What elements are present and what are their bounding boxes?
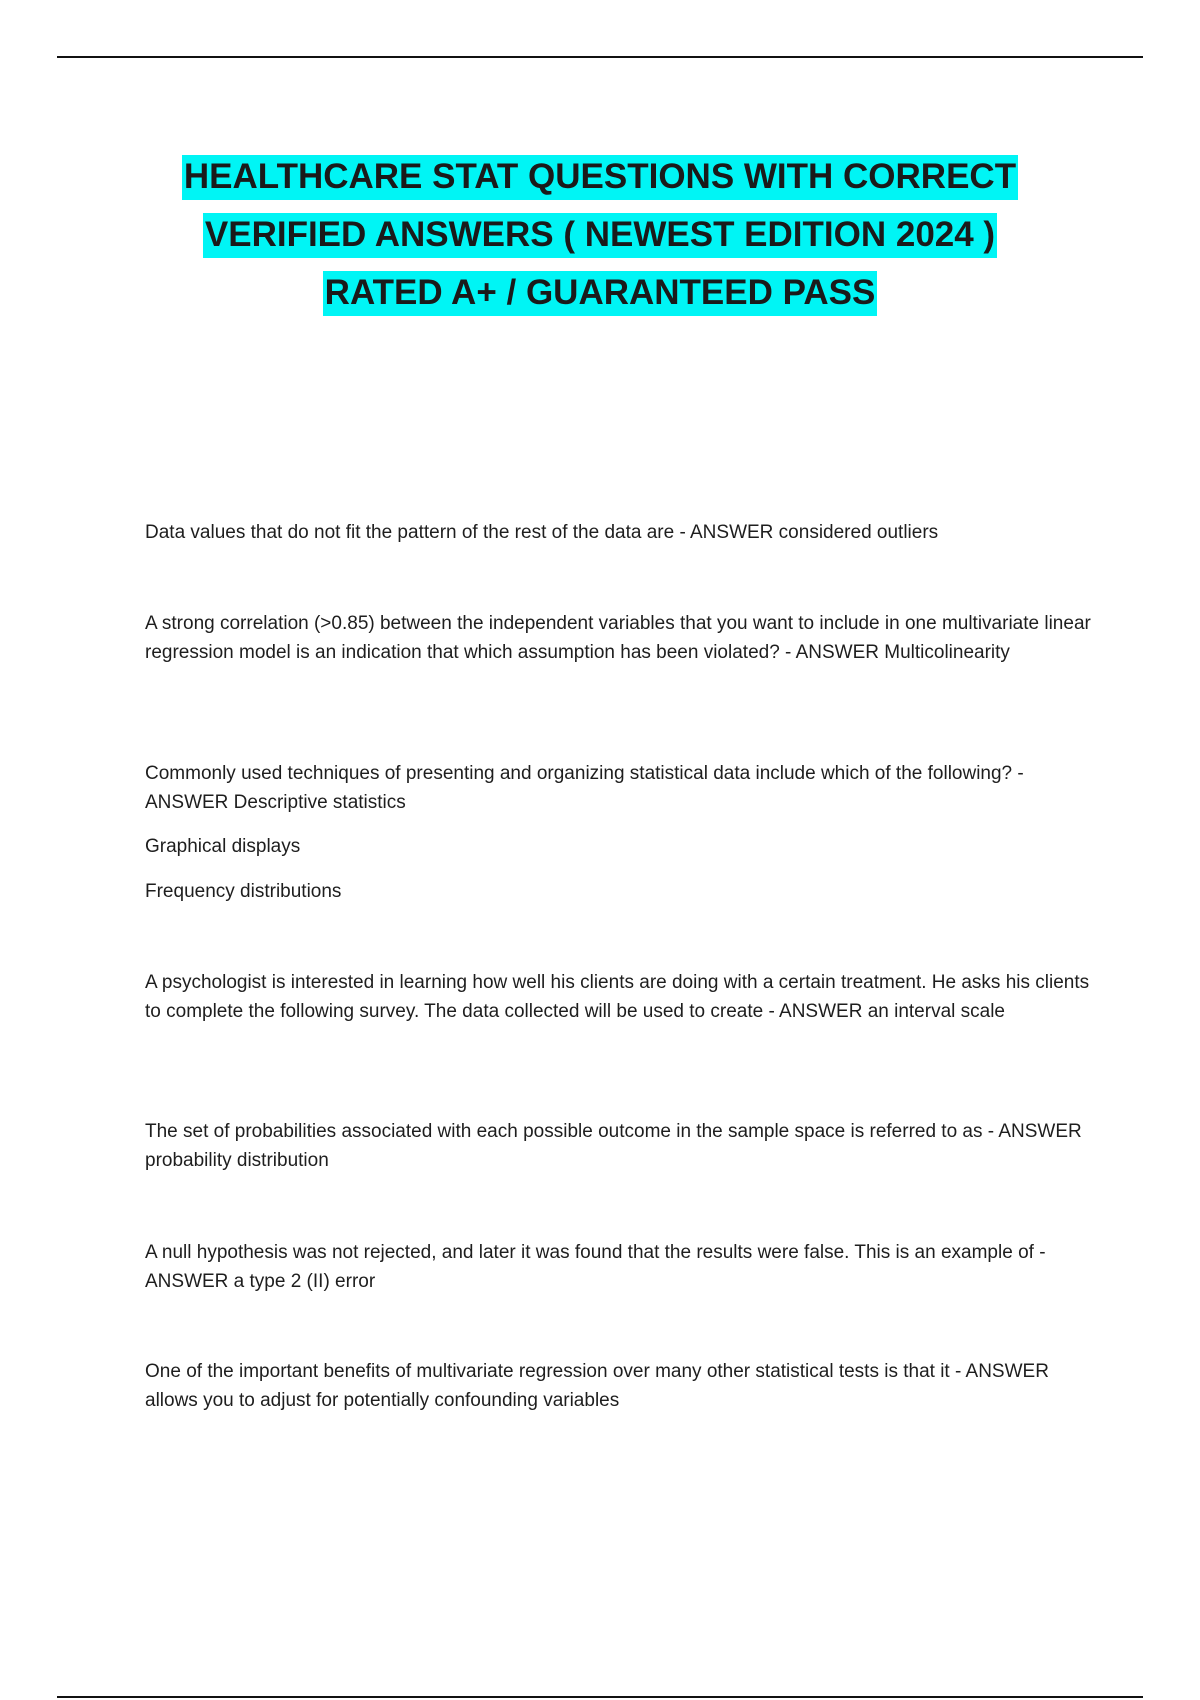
qa-item-interval-scale: A psychologist is interested in learning how well his clients are doing with a certain treatment. He asks his clients to complete the following survey. The data collected will be used to create - ANSWER an interval scale [145, 972, 1090, 1022]
qa-item-multicolinearity: A strong correlation (>0.85) between the independent variables that you want to include in one multivariate linear regression model is an indication that which assumption has been violated? - ANSWER Multicolinearity [145, 613, 1091, 663]
qa-item-type-2-error: A null hypothesis was not rejected, and later it was found that the results were false. This is an example of - ANSWER a type 2 (II) error [145, 1242, 1046, 1292]
qa-item-multivariate-regression: One of the important benefits of multivariate regression over many other statistical tests is that it - ANSWER allows you to adjust for potentially confounding variables [145, 1361, 1049, 1411]
qa-item-probability-distribution: The set of probabilities associated with each possible outcome in the sample space is referred to as - ANSWER probability distribution [145, 1121, 1082, 1171]
qa-item-descriptive-statistics: Commonly used techniques of presenting and organizing statistical data include which of the following? - ANSWER Descriptive statistics [145, 763, 1024, 813]
header-rule [57, 56, 1143, 58]
qa-item-graphical-displays: Graphical displays [145, 836, 301, 857]
title-line-2: VERIFIED ANSWERS ( NEWEST EDITION 2024 ) [203, 213, 997, 258]
qa-item-outliers: Data values that do not fit the pattern of the rest of the data are - ANSWER considered outliers [145, 522, 939, 543]
document-title [100, 148, 1100, 322]
title-line-1: HEALTHCARE STAT QUESTIONS WITH CORRECT [182, 155, 1018, 200]
qa-item-frequency-distributions: Frequency distributions [145, 881, 342, 902]
title-line-3: RATED A+ / GUARANTEED PASS [323, 271, 878, 316]
footer-rule [57, 1696, 1143, 1698]
